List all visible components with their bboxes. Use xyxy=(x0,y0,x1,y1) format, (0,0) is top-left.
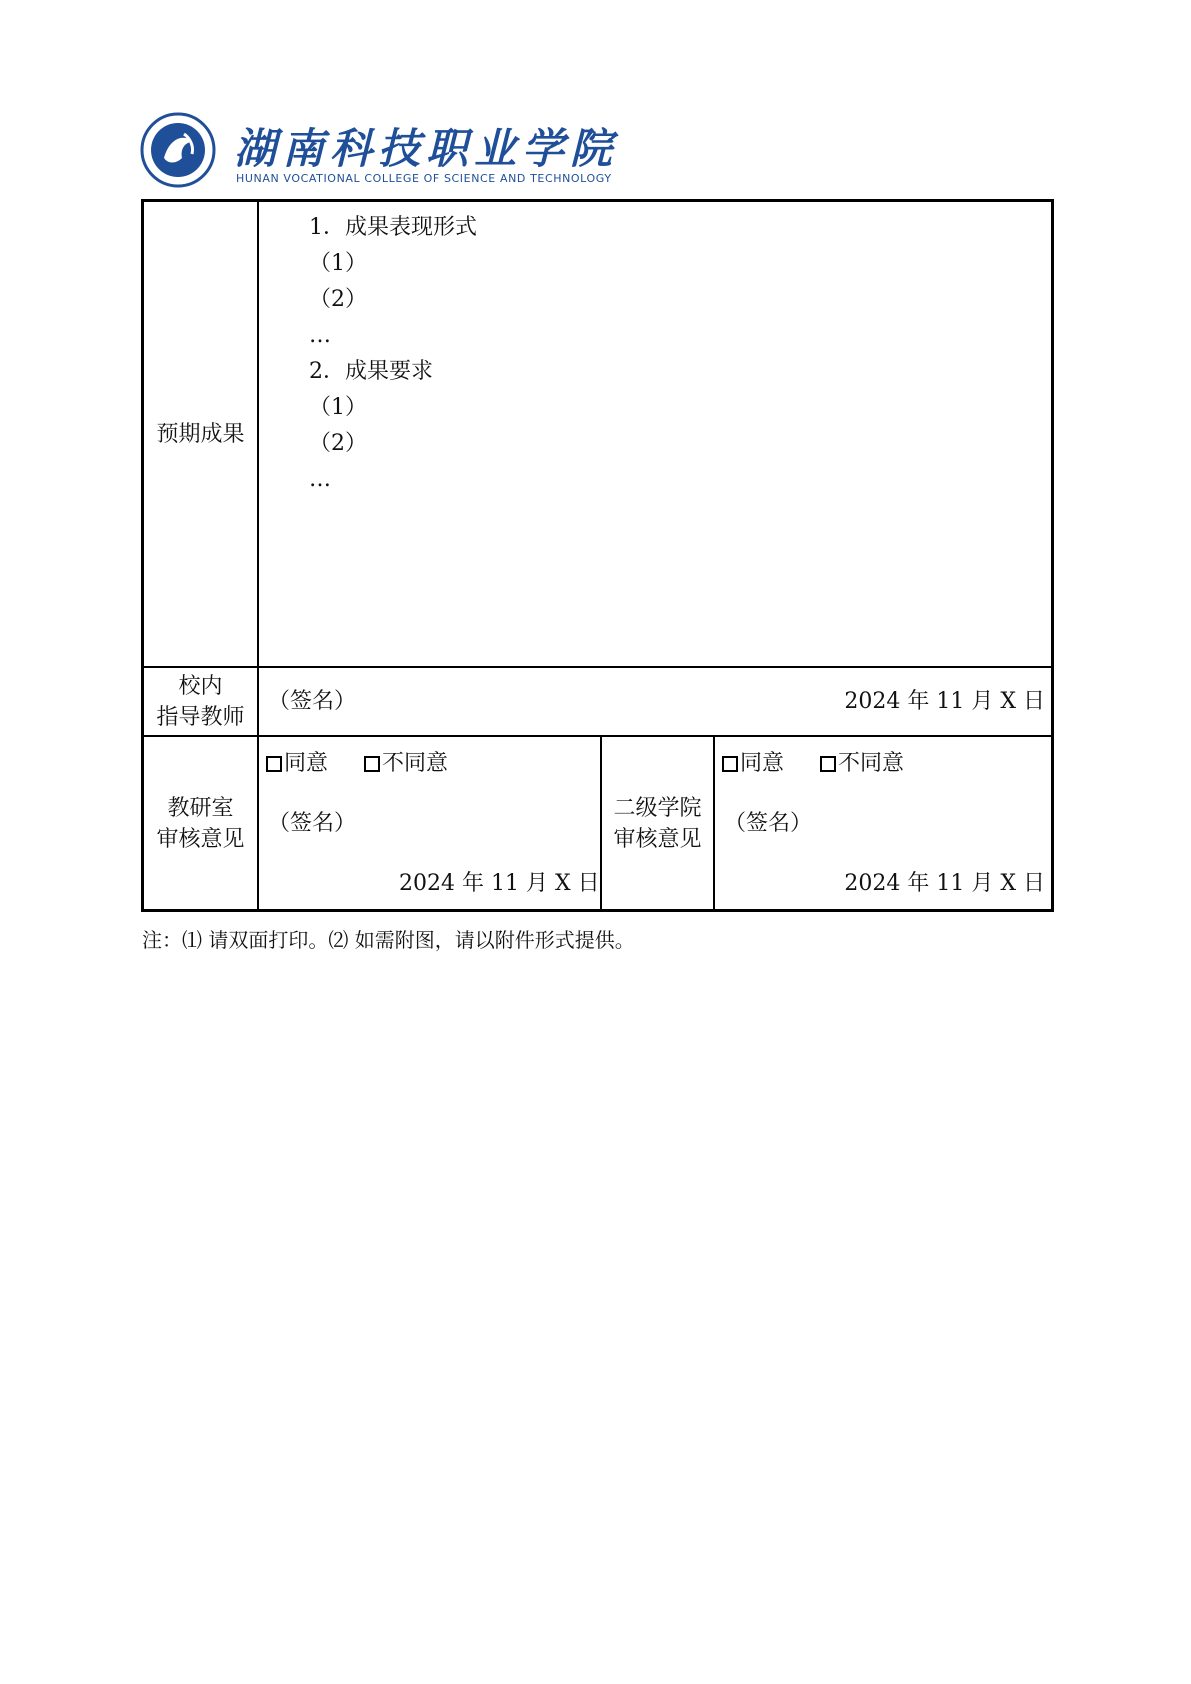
result-line: （2） xyxy=(309,431,367,456)
row-divider xyxy=(144,735,1051,737)
expected-results-label: 预期成果 xyxy=(156,422,245,447)
college-date: 2024 年 11 月 X 日 xyxy=(844,871,1045,896)
advisor-date: 2024 年 11 月 X 日 xyxy=(844,689,1045,714)
result-line: … xyxy=(309,467,331,492)
footnote: 注：⑴ 请双面打印。⑵ 如需附图，请以附件形式提供。 xyxy=(142,928,635,952)
advisor-label-line1: 校内 xyxy=(178,674,223,699)
teaching-office-label-line1: 教研室 xyxy=(167,796,234,821)
teaching-office-options xyxy=(266,748,448,779)
agree-label: 同意 xyxy=(284,751,329,776)
school-name-cn: 湖南科技职业学院 xyxy=(234,124,619,173)
school-name-en: HUNAN VOCATIONAL COLLEGE OF SCIENCE AND TECHNOLOGY xyxy=(236,172,612,185)
teaching-office-label-line2: 审核意见 xyxy=(156,827,245,852)
approval-form-table xyxy=(141,199,1054,912)
advisor-label-line2: 指导教师 xyxy=(156,705,245,730)
page-header xyxy=(140,112,620,194)
teaching-office-signature: （签名） xyxy=(268,811,357,836)
college-label-line1: 二级学院 xyxy=(613,796,702,821)
school-emblem-icon xyxy=(140,112,216,188)
result-line: （2） xyxy=(309,287,367,312)
label-column-divider xyxy=(257,202,259,909)
college-label-line2: 审核意见 xyxy=(613,827,702,852)
disagree-checkbox[interactable] xyxy=(820,756,836,772)
result-line: … xyxy=(309,323,331,348)
college-signature: （签名） xyxy=(724,811,813,836)
disagree-label: 不同意 xyxy=(838,751,905,776)
disagree-label: 不同意 xyxy=(382,751,449,776)
advisor-signature: （签名） xyxy=(268,689,357,714)
agree-checkbox[interactable] xyxy=(266,756,282,772)
teaching-office-date: 2024 年 11 月 X 日 xyxy=(399,871,600,896)
agree-label: 同意 xyxy=(740,751,785,776)
result-line: （1） xyxy=(309,395,367,420)
row-divider xyxy=(144,666,1051,668)
result-line: 1．成果表现形式 xyxy=(309,215,477,240)
college-options xyxy=(722,748,904,779)
agree-checkbox[interactable] xyxy=(722,756,738,772)
result-line: 2．成果要求 xyxy=(309,359,433,384)
result-line: （1） xyxy=(309,251,367,276)
disagree-checkbox[interactable] xyxy=(364,756,380,772)
